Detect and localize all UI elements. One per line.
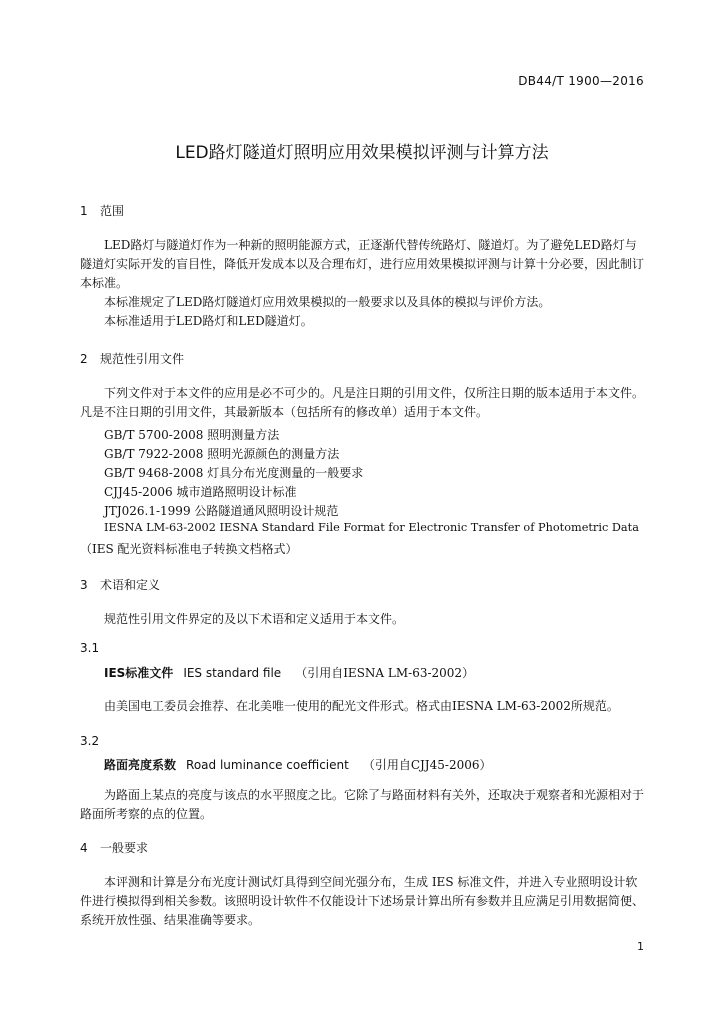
reference-item: CJJ45-2006 城市道路照明设计标准 bbox=[104, 485, 297, 499]
reference-item: JTJ026.1-1999 公路隧道通风照明设计规范 bbox=[104, 504, 339, 518]
document-title: LED路灯隧道灯照明应用效果模拟评测与计算方法 bbox=[175, 143, 549, 163]
section-title: 术语和定义 bbox=[100, 578, 161, 592]
section-1-heading bbox=[80, 202, 124, 219]
terms-intro: 规范性引用文件界定的及以下术语和定义适用于本文件。 bbox=[104, 612, 405, 626]
term-definition: 由美国电工委员会推荐、在北美唯一使用的配光文件形式。格式由IESNA LM-63-2002所规范。 bbox=[104, 699, 619, 713]
term-definition: 为路面上某点的亮度与该点的水平照度之比。它除了与路面材料有关外，还取决于观察者和光源相对于路面所考察的点的位置。 bbox=[80, 788, 645, 821]
section-2-heading bbox=[80, 350, 184, 367]
term-source: （引用自CJJ45-2006） bbox=[362, 758, 492, 772]
section-number: 3 bbox=[80, 578, 88, 592]
scope-paragraph-1: LED路灯与隧道灯作为一种新的照明能源方式，正逐渐代替传统路灯、隧道灯。为了避免LED路灯与隧道灯实际开发的盲目性，降低开发成本以及合理布灯，进行应用效果模拟评测与计算十分必要，因此制订本标准。 bbox=[80, 238, 645, 290]
reference-item: GB/T 5700-2008 照明测量方法 bbox=[104, 428, 280, 442]
page-number: 1 bbox=[637, 940, 644, 953]
section-title: 范围 bbox=[100, 204, 125, 218]
scope-paragraph-3: 本标准适用于LED路灯和LED隧道灯。 bbox=[104, 314, 313, 328]
section-3-heading bbox=[80, 576, 160, 593]
term-english: Road luminance coefficient bbox=[186, 758, 349, 772]
term-number: 3.1 bbox=[80, 641, 100, 655]
scope-paragraph-2: 本标准规定了LED路灯隧道灯应用效果模拟的一般要求以及具体的模拟与评价方法。 bbox=[104, 295, 551, 309]
general-paragraph: 本评测和计算是分布光度计测试灯具得到空间光强分布，生成 IES 标准文件，并进入专业照明设计软件进行模拟得到相关参数。该照明设计软件不仅能设计下述场景计算出所有参数并且应满足引用数据简便、系统开放性强、结果准确等要求。 bbox=[80, 875, 645, 927]
section-4-heading bbox=[80, 839, 148, 856]
term-entry bbox=[104, 756, 491, 773]
term-source: （引用自IESNA LM-63-2002） bbox=[295, 666, 475, 680]
term-chinese: IES标准文件 bbox=[104, 666, 174, 680]
reference-item: GB/T 7922-2008 照明光源颜色的测量方法 bbox=[104, 447, 340, 461]
standard-number: DB44/T 1900—2016 bbox=[518, 74, 644, 88]
term-entry bbox=[104, 664, 474, 681]
term-number: 3.2 bbox=[80, 734, 100, 748]
section-title: 一般要求 bbox=[100, 841, 149, 855]
normative-intro: 下列文件对于本文件的应用是必不可少的。凡是注日期的引用文件，仅所注日期的版本适用于本文件。凡是不注日期的引用文件，其最新版本（包括所有的修改单）适用于本文件。 bbox=[80, 386, 645, 419]
term-english: IES standard file bbox=[183, 666, 282, 680]
reference-item: IESNA LM-63-2002 IESNA Standard File Format for Electronic Transfer of Photometric Data bbox=[104, 521, 639, 534]
term-chinese: 路面亮度系数 bbox=[104, 758, 177, 772]
section-number: 2 bbox=[80, 352, 88, 366]
section-number: 1 bbox=[80, 204, 88, 218]
reference-item: GB/T 9468-2008 灯具分布光度测量的一般要求 bbox=[104, 466, 364, 480]
reference-item-continuation: （IES 配光资料标准电子转换文档格式） bbox=[80, 542, 298, 556]
section-number: 4 bbox=[80, 841, 88, 855]
section-title: 规范性引用文件 bbox=[100, 352, 185, 366]
